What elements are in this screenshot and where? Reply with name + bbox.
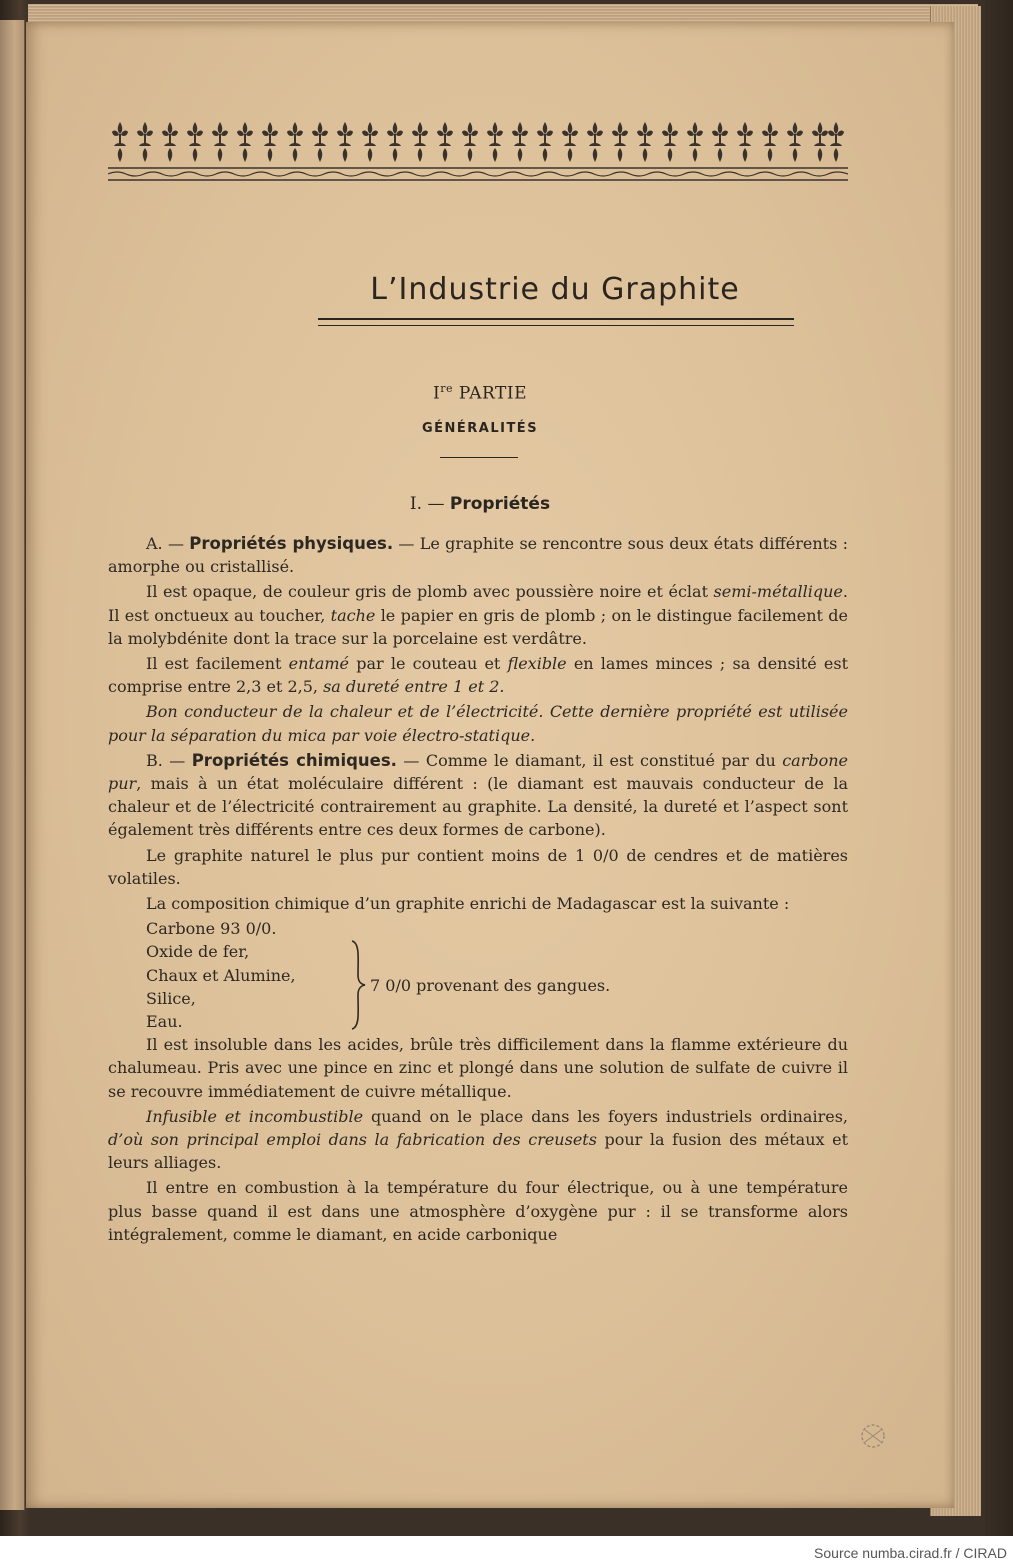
paragraph-insoluble: Il est insoluble dans les acides, brûle très difficilement dans la flamme extérieure du chalumeau. Pris avec une pince en zinc et plongé dans une solution de sulfate de cuivre il se recouvre immédiatement de cuivre métallique. [108, 1035, 848, 1101]
left-page-edge [0, 20, 25, 1510]
para-a-title: Propriétés physiques. [189, 534, 394, 553]
italic-run: semi-métallique [713, 582, 843, 602]
chapter-heading [300, 494, 660, 514]
text-run: , mais à un état moléculaire différent : (le diamant est mauvais conducteur de la chaleur et de l’électricité contrairement au graphite. La densité, la dureté et l’aspect sont également très différents entre ces deux formes de carbone). [108, 774, 848, 840]
italic-run: Infusible et incombustible [146, 1106, 364, 1126]
part-label: PARTIE [458, 383, 528, 404]
paragraph-naturel: Le graphite naturel le plus pur contient moins de 1 0/0 de cendres et de matières volatiles. [108, 845, 848, 888]
text-run: Il est opaque, de couleur gris de plomb avec poussière noire et éclat [146, 582, 714, 602]
text-run: Il est facilement [146, 654, 289, 674]
paragraph-opaque [108, 580, 848, 650]
para-b-title: Propriétés chimiques. [191, 750, 397, 770]
part-number: I [432, 383, 441, 404]
composition-item: Eau. [146, 1012, 183, 1031]
paragraph-physical [108, 532, 848, 578]
chapter-title: Propriétés [449, 494, 551, 514]
curly-brace [348, 939, 368, 1031]
section-divider [440, 457, 518, 458]
text-run: par le couteau et [349, 654, 508, 674]
composition-item: Silice, [146, 988, 196, 1008]
text-run: en lames minces ; sa densité est comprise entre 2,3 et 2,5, [108, 654, 848, 697]
paragraph-composition: La composition chimique d’un graphite enrichi de Madagascar est la suivante : [146, 894, 790, 914]
para-b-label: B. — [146, 750, 186, 770]
text-run: — Comme le diamant, il est constitué par du [396, 750, 783, 770]
text-run: pour la fusion des métaux et leurs alliages. [108, 1130, 849, 1173]
source-credit: Source numba.cirad.fr / CIRAD [814, 1545, 1007, 1561]
italic-run: entamé [288, 654, 350, 674]
italic-run: flexible [507, 654, 567, 674]
composition-note: 7 0/0 provenant des gangues. [370, 976, 611, 996]
chapter-prefix: I. — [409, 494, 445, 514]
title-underline [318, 318, 794, 326]
italic-run: carbone pur [108, 750, 848, 794]
body-text [108, 532, 848, 1248]
composition-item: Chaux et Alumine, [146, 965, 296, 985]
part-heading [380, 382, 580, 404]
paragraph-infusible [108, 1105, 848, 1175]
para-a-label: A. — [146, 534, 184, 553]
text-run: quand on le place dans les foyers industriels ordinaires, [363, 1106, 848, 1126]
top-page-edges [28, 4, 978, 24]
italic-run: d’où son principal emploi dans la fabrication des creusets [108, 1130, 597, 1150]
paragraph-combustion: Il entre en combustion à la température du four électrique, ou à une température plus basse quand il est dans une atmosphère d’oxygène pur : il se transforme alors intégralement, comme le diamant, en acide carbonique [108, 1178, 848, 1244]
italic-run: Bon conducteur de la chaleur et de l’électricité. Cette dernière propriété est utilisée pour la séparation du mica par voie électro-statique. [108, 702, 848, 745]
composition-item: Oxide de fer, [146, 942, 250, 962]
paragraph-entame [108, 652, 848, 698]
text-run: . Il est onctueux au toucher, [108, 582, 848, 625]
italic-run: sa dureté entre 1 et 2. [323, 677, 505, 697]
paragraph-chemical [108, 749, 848, 842]
para-a-text: — Le graphite se rencontre sous deux états différents : amorphe ou cristallisé. [108, 534, 848, 577]
library-stamp-mark [855, 1418, 895, 1454]
part-suffix: re [440, 382, 453, 395]
composition-carbone: Carbone 93 0/0. [146, 919, 277, 939]
decorative-ornament-band [108, 116, 848, 186]
paragraph-conducteur [108, 700, 848, 746]
composition-list [108, 917, 848, 1033]
document-title: L’Industrie du Graphite [370, 272, 740, 307]
section-title: GÉNÉRALITÉS [421, 421, 539, 436]
text-run: le papier en gris de plomb ; on le distingue facilement de la molybdénite dont la trace sur la porcelaine est verdâtre. [108, 605, 849, 648]
italic-run: tache [330, 605, 376, 625]
